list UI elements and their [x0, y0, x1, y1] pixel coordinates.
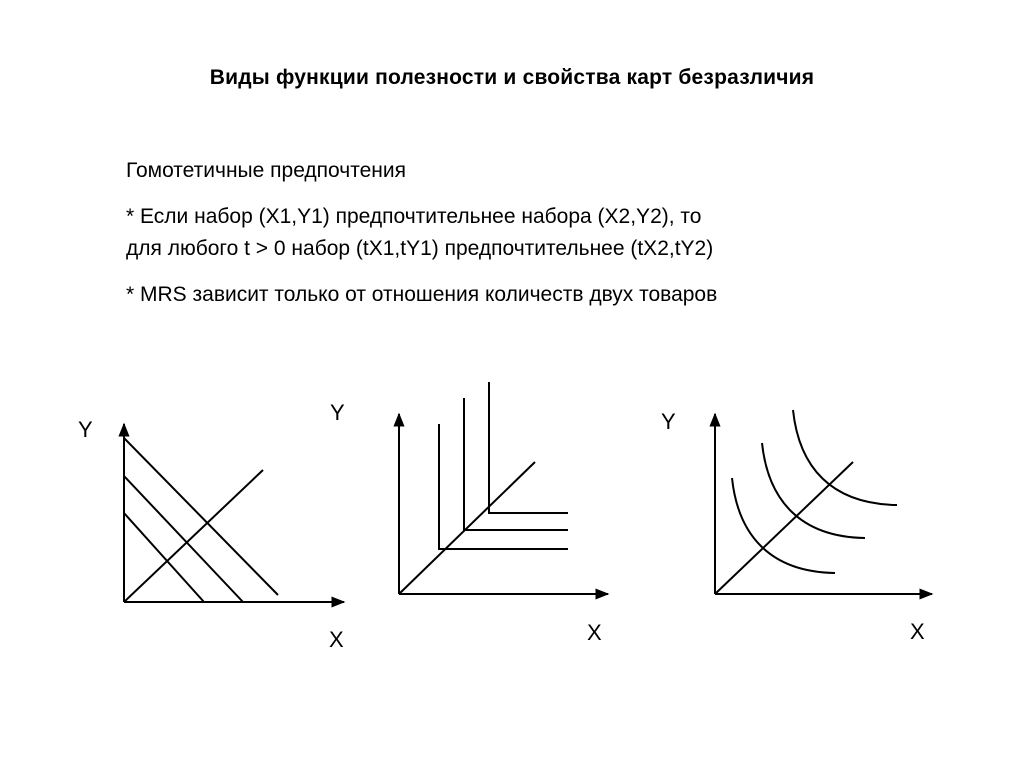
- ray-from-origin: [715, 462, 853, 594]
- ray-from-origin: [399, 462, 535, 594]
- subtitle-homothetic: Гомотетичные предпочтения: [126, 159, 406, 182]
- x-axis-label: X: [587, 620, 602, 645]
- x-axis-label: X: [910, 619, 925, 644]
- property-1-line-1: * Если набор (X1,Y1) предпочтительнее набора (X2,Y2), то: [126, 205, 702, 228]
- indifference-line-3: [124, 438, 278, 595]
- y-axis-label: Y: [661, 409, 676, 434]
- diagram-perfect-substitutes: [78, 417, 344, 652]
- y-axis-label: Y: [78, 417, 93, 442]
- indifference-curve-1: [732, 478, 835, 573]
- property-1-line-2: для любого t > 0 набор (tX1,tY1) предпочтительнее (tX2,tY2): [126, 237, 714, 260]
- indifference-curve-3: [793, 410, 897, 505]
- property-2-mrs: * MRS зависит только от отношения количеств двух товаров: [126, 283, 718, 306]
- y-axis-label: Y: [330, 400, 345, 425]
- indifference-line-1: [124, 513, 204, 602]
- indifference-line-2: [124, 476, 243, 602]
- x-axis-label: X: [329, 627, 344, 652]
- slide-title: Виды функции полезности и свойства карт безразличия: [209, 66, 815, 89]
- indifference-curve-2: [762, 443, 865, 538]
- diagram-perfect-complements: [330, 382, 608, 645]
- diagram-convex-homothetic: [661, 409, 932, 644]
- l-shaped-indifference-curve-2: [464, 398, 568, 530]
- l-shaped-indifference-curve-3: [489, 382, 568, 513]
